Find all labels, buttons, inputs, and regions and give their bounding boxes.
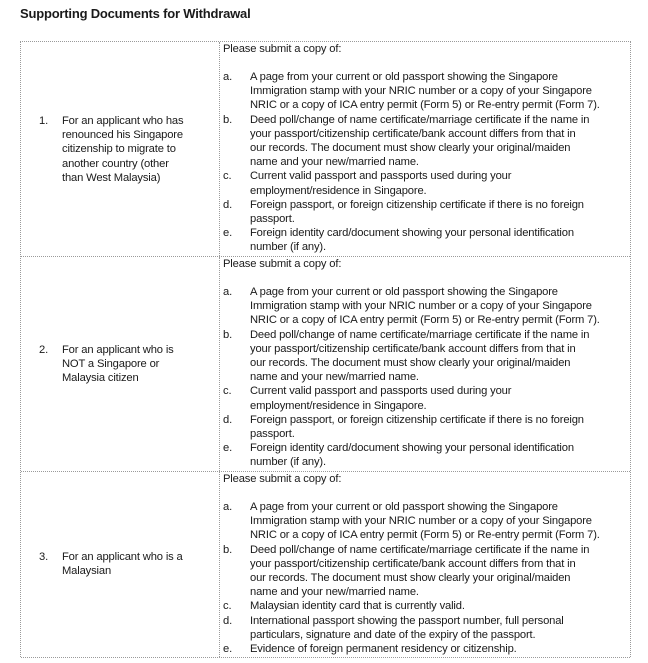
- item-letter: e.: [223, 643, 233, 656]
- item-text: Malaysian identity card that is currently valid.: [250, 600, 465, 613]
- item-letter: e.: [223, 227, 233, 240]
- item-text: Deed poll/change of name certificate/marriage certificate if the name in your passport/citizenship certificate/bank account differs from that in our records. The document must show clearly your original/maiden name and your new/married name.: [250, 543, 590, 599]
- document-list: [221, 285, 619, 470]
- intro-text: Please submit a copy of:: [223, 258, 342, 270]
- list-item: [221, 642, 619, 656]
- documents-table: [20, 41, 631, 657]
- list-item: [221, 113, 619, 170]
- list-item: [221, 500, 619, 543]
- item-letter: b.: [223, 328, 233, 341]
- item-letter: d.: [223, 198, 233, 211]
- item-text: A page from your current or old passport showing the Singapore Immigration stamp with your NRIC number or a copy of your Singapore NRIC or a copy of ICA entry permit (Form 5) or Re-entry permit (Form 7).: [250, 71, 600, 112]
- item-text: International passport showing the passport number, full personal particulars, signature and date of the expiry of the passport.: [250, 614, 564, 641]
- document-list: [221, 70, 619, 255]
- list-item: [221, 441, 619, 469]
- item-text: A page from your current or old passport showing the Singapore Immigration stamp with your NRIC number or a copy of your Singapore NRIC or a copy of ICA entry permit (Form 5) or Re-entry permit (Form 7).: [250, 286, 600, 327]
- item-text: Foreign passport, or foreign citizenship certificate if there is no foreign passport.: [250, 413, 584, 441]
- list-item: [221, 413, 619, 441]
- item-letter: a.: [223, 71, 233, 83]
- table-row: [21, 42, 630, 257]
- item-text: Deed poll/change of name certificate/marriage certificate if the name in your passport/citizenship certificate/bank account differs from that in our records. The document must show clearly your original/maiden name and your new/married name.: [250, 328, 590, 384]
- item-text: Current valid passport and passports used during your employment/residence in Singapore.: [250, 170, 512, 197]
- item-text: Evidence of foreign permanent residency or citizenship.: [250, 643, 517, 656]
- list-item: [221, 614, 619, 642]
- intro-text: Please submit a copy of:: [223, 473, 342, 485]
- list-item: [221, 328, 619, 385]
- list-item: [221, 543, 619, 600]
- list-item: [221, 599, 619, 613]
- list-item: [221, 285, 619, 328]
- page-title: Supporting Documents for Withdrawal: [20, 6, 251, 21]
- item-letter: c.: [223, 600, 232, 613]
- list-item: [221, 198, 619, 226]
- item-letter: b.: [223, 543, 233, 556]
- item-letter: a.: [223, 286, 233, 298]
- item-text: Foreign passport, or foreign citizenship certificate if there is no foreign passport.: [250, 198, 584, 226]
- item-letter: a.: [223, 501, 233, 513]
- table-row: [21, 472, 630, 658]
- item-letter: b.: [223, 113, 233, 126]
- list-item: [221, 169, 619, 197]
- item-text: A page from your current or old passport showing the Singapore Immigration stamp with your NRIC number or a copy of your Singapore NRIC or a copy of ICA entry permit (Form 5) or Re-entry permit (Form 7).: [250, 501, 600, 542]
- list-item: [221, 384, 619, 412]
- item-letter: e.: [223, 442, 233, 455]
- item-text: Foreign identity card/document showing your personal identification number (if any).: [250, 227, 574, 254]
- item-letter: d.: [223, 413, 233, 426]
- applicant-description: For an applicant who is NOT a Singapore or Malaysia citizen: [62, 344, 174, 385]
- applicant-type-cell: [21, 472, 220, 657]
- document-list: [221, 500, 619, 656]
- row-number: 3.: [39, 551, 49, 563]
- item-letter: c.: [223, 170, 232, 183]
- table-row: [21, 257, 630, 472]
- item-letter: c.: [223, 385, 232, 398]
- intro-text: Please submit a copy of:: [223, 43, 342, 55]
- item-text: Foreign identity card/document showing your personal identification number (if any).: [250, 442, 574, 469]
- item-text: Current valid passport and passports used during your employment/residence in Singapore.: [250, 385, 512, 412]
- row-number: 1.: [39, 115, 49, 127]
- applicant-description: For an applicant who has renounced his Singapore citizenship to migrate to another country (other than West Malaysia): [62, 115, 184, 184]
- applicant-type-cell: [21, 257, 220, 471]
- item-letter: d.: [223, 614, 233, 627]
- applicant-description: For an applicant who is a Malaysian: [62, 551, 183, 578]
- row-number: 2.: [39, 344, 49, 356]
- list-item: [221, 226, 619, 254]
- list-item: [221, 70, 619, 113]
- item-text: Deed poll/change of name certificate/marriage certificate if the name in your passport/citizenship certificate/bank account differs from that in our records. The document must show clearly your original/maiden name and your new/married name.: [250, 113, 590, 169]
- applicant-type-cell: [21, 42, 220, 256]
